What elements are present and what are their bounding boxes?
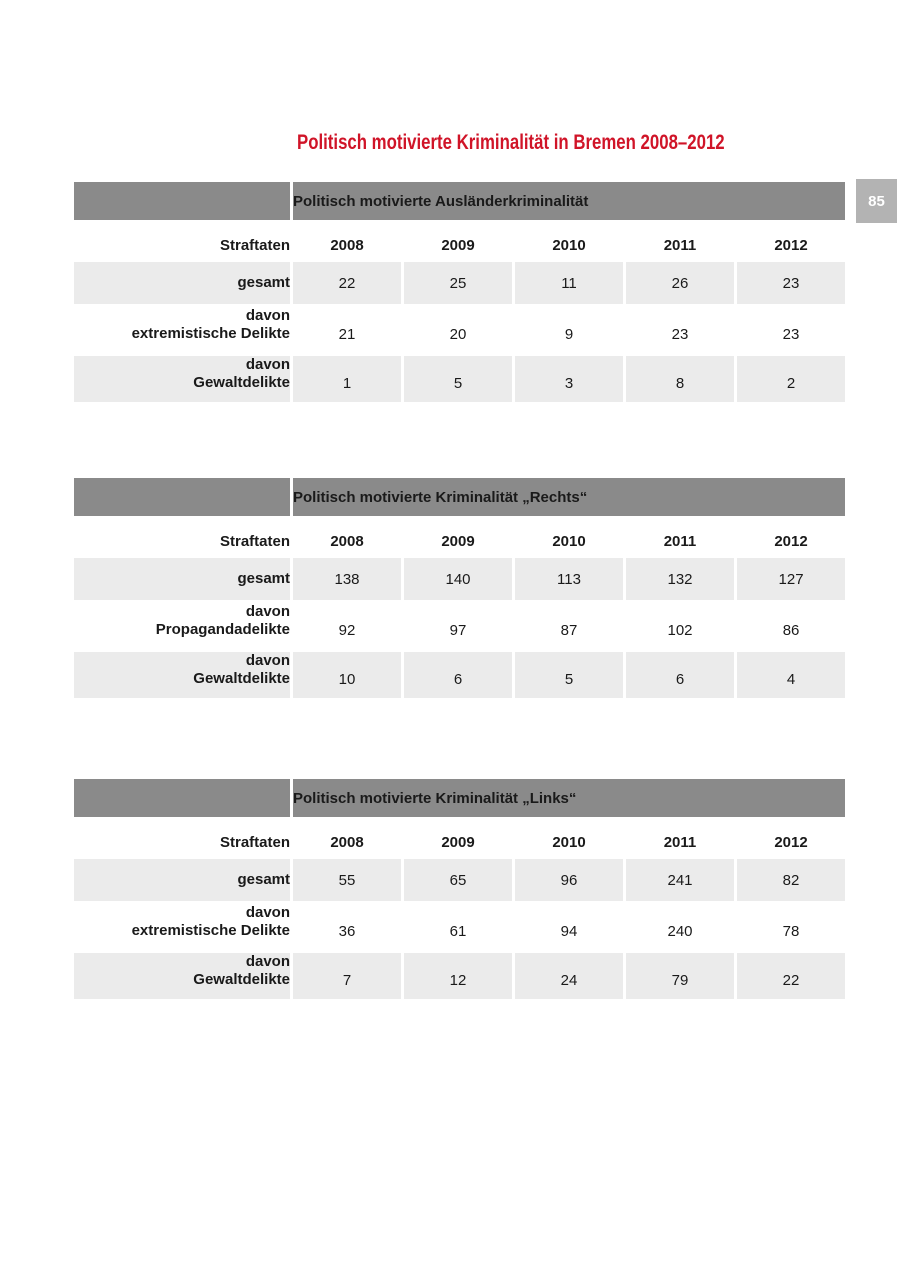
table-row [74,307,845,353]
cell-value: 87 [560,622,578,639]
cell-value: 6 [404,652,512,698]
cell-value: 3 [515,356,623,402]
cell-value: 65 [404,859,512,901]
row-label-line: gesamt [237,570,290,587]
year-header: 2012 [774,834,808,851]
row-label [74,859,290,901]
row-label [74,652,290,698]
table-header-row [74,478,845,516]
cell-value: 86 [782,622,800,639]
row-label [74,904,290,950]
row-label-line: davon [245,904,290,921]
row-label-line: Gewaltdelikte [193,670,290,687]
cell-value: 25 [404,262,512,304]
row-label [74,356,290,402]
cell-value: 79 [626,953,734,999]
year-header: 2010 [552,237,586,254]
year-header: 2011 [663,834,697,851]
cell-value: 92 [338,622,356,639]
row-label-line: extremistische Delikte [131,922,290,939]
year-header: 2012 [774,533,808,550]
cell-value: 61 [449,923,467,940]
cell-value: 4 [737,652,845,698]
year-header-row [74,223,845,259]
cell-value: 102 [667,622,693,639]
page-title: Politisch motivierte Kriminalität in Bremen 2008–2012 [297,131,725,154]
column-header-straftaten: Straftaten [219,533,290,550]
cell-value: 138 [293,558,401,600]
pm-table [71,475,848,701]
table-row [74,558,845,600]
cell-value: 2 [737,356,845,402]
cell-value: 12 [404,953,512,999]
table-corner-cell [74,182,290,220]
cell-value: 82 [737,859,845,901]
cell-value: 240 [667,923,693,940]
row-label-line: davon [245,652,290,669]
year-header: 2010 [552,533,586,550]
table-row [74,953,845,999]
year-header: 2008 [330,834,364,851]
row-label [74,307,290,353]
row-label-line: davon [245,953,290,970]
table-row [74,652,845,698]
row-label-line: Gewaltdelikte [193,374,290,391]
year-header: 2009 [441,533,475,550]
row-label [74,262,290,304]
column-header-straftaten: Straftaten [219,834,290,851]
cell-value: 6 [626,652,734,698]
cell-value: 78 [782,923,800,940]
table-auslaenderkriminalitaet [71,179,848,405]
table-corner-cell [74,779,290,817]
cell-value: 10 [293,652,401,698]
cell-value: 8 [626,356,734,402]
year-header: 2008 [330,237,364,254]
pm-table [71,776,848,1002]
cell-value: 23 [782,326,800,343]
row-label-line: davon [245,603,290,620]
row-label-line: gesamt [237,871,290,888]
year-header: 2011 [663,533,697,550]
year-header: 2009 [441,834,475,851]
year-header: 2009 [441,237,475,254]
page-number-badge: 85 [856,179,897,223]
cell-value: 22 [293,262,401,304]
cell-value: 127 [737,558,845,600]
cell-value: 113 [515,558,623,600]
cell-value: 97 [449,622,467,639]
row-label-line: Gewaltdelikte [193,971,290,988]
row-label-line: Propagandadelikte [155,621,290,638]
table-row [74,859,845,901]
year-header: 2008 [330,533,364,550]
table-corner-cell [74,478,290,516]
table-row [74,904,845,950]
table-header-row [74,182,845,220]
cell-value: 11 [515,262,623,304]
cell-value: 5 [515,652,623,698]
cell-value: 96 [515,859,623,901]
row-label [74,953,290,999]
year-header-row [74,519,845,555]
row-label [74,558,290,600]
column-header-straftaten: Straftaten [219,237,290,254]
row-label-line: davon [245,307,290,324]
cell-value: 1 [293,356,401,402]
cell-value: 140 [404,558,512,600]
table-title: Politisch motivierte Ausländerkriminalität [293,182,845,220]
year-header: 2011 [663,237,697,254]
cell-value: 5 [404,356,512,402]
table-header-row [74,779,845,817]
cell-value: 23 [737,262,845,304]
cell-value: 9 [564,326,574,343]
table-title: Politisch motivierte Kriminalität „Links“ [293,779,845,817]
row-label-line: davon [245,356,290,373]
cell-value: 55 [293,859,401,901]
row-label-line: extremistische Delikte [131,325,290,342]
table-links [71,776,848,1002]
year-header-row [74,820,845,856]
cell-value: 36 [338,923,356,940]
table-row [74,262,845,304]
cell-value: 132 [626,558,734,600]
table-rechts [71,475,848,701]
cell-value: 20 [449,326,467,343]
cell-value: 21 [338,326,356,343]
year-header: 2010 [552,834,586,851]
cell-value: 7 [293,953,401,999]
cell-value: 23 [671,326,689,343]
cell-value: 24 [515,953,623,999]
table-title: Politisch motivierte Kriminalität „Rechts“ [293,478,845,516]
cell-value: 241 [626,859,734,901]
row-label-line: gesamt [237,274,290,291]
cell-value: 22 [737,953,845,999]
row-label [74,603,290,649]
pm-table [71,179,848,405]
table-row [74,356,845,402]
cell-value: 26 [626,262,734,304]
cell-value: 94 [560,923,578,940]
year-header: 2012 [774,237,808,254]
table-row [74,603,845,649]
